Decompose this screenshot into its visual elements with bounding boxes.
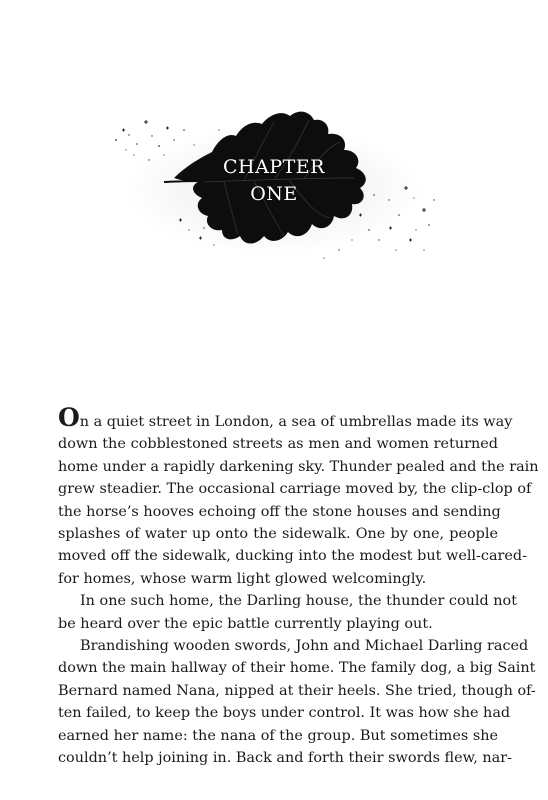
text-line: be heard over the epic battle currently playing out. [58,615,433,632]
text-line: grew steadier. The occasional carriage moved by, the clip-clop of [58,481,532,498]
text-line: down the main hallway of their home. The family dog, a big Saint [58,660,536,677]
text-line: splashes of water up onto the sidewalk. One by one, people [58,526,498,543]
paragraph-1 [58,403,539,590]
chapter-body [58,403,539,770]
text-line: Brandishing wooden swords, John and Michael Darling raced [80,638,529,655]
text-line: down the cobblestoned streets as men and women returned [58,436,498,453]
text-line: home under a rapidly darkening sky. Thunder pealed and the rain [58,458,539,475]
text-line: couldn’t help joining in. Back and forth their swords flew, nar- [58,750,512,767]
text-line: earned her name: the nana of the group. But sometimes she [58,727,498,744]
chapter-title-line-2: ONE [250,183,298,205]
text-line: the horse’s hooves echoing off the stone houses and sending [58,503,501,520]
text-line: for homes, whose warm light glowed welcomingly. [58,570,427,587]
text-line: ten failed, to keep the boys under control. It was how she had [58,705,511,722]
text-line: Bernard named Nana, nipped at their heels. She tried, though of- [58,682,536,699]
chapter-title [204,154,344,208]
paragraph-3 [58,635,536,769]
text-line: On a quiet street in London, a sea of umbrellas made its way [58,403,513,432]
text-line: In one such home, the Darling house, the thunder could not [80,593,518,610]
chapter-header [104,100,444,270]
paragraph-2 [58,590,518,635]
chapter-title-line-1: CHAPTER [223,156,325,178]
drop-cap: O [58,403,80,432]
text-line: moved off the sidewalk, ducking into the modest but well-cared- [58,548,528,565]
